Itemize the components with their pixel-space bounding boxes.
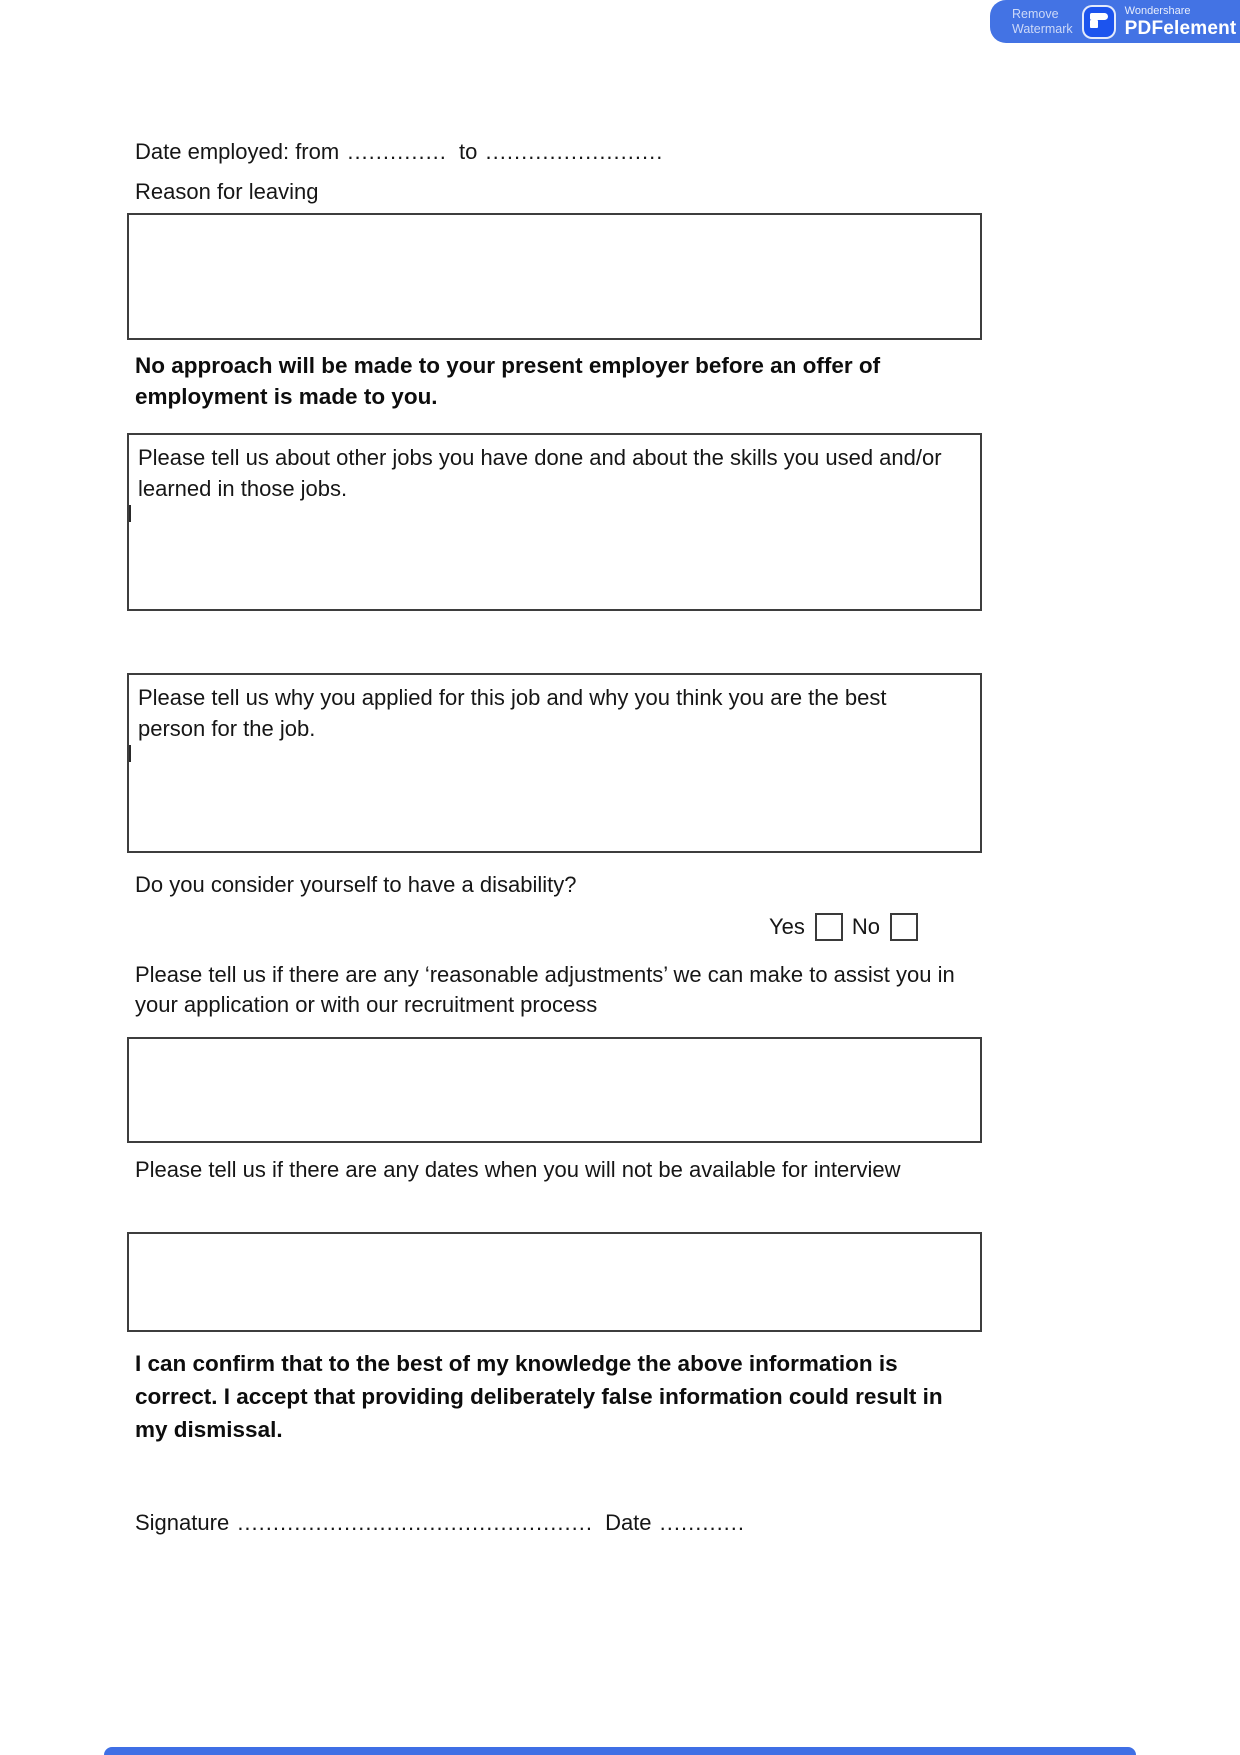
signature-label: Signature xyxy=(135,1510,230,1535)
signature-row xyxy=(135,1510,751,1536)
why-applied-prompt: Please tell us why you applied for this job and why you think you are the best person for the job. xyxy=(138,685,887,741)
pdfelement-brand xyxy=(1125,5,1237,39)
no-checkbox[interactable] xyxy=(890,913,918,941)
pdfelement-logo-icon xyxy=(1084,7,1114,37)
remove-watermark-label[interactable] xyxy=(1012,7,1073,37)
date-employed-label: Date employed: from xyxy=(135,139,340,164)
date-label: Date xyxy=(605,1510,652,1535)
disability-yesno-row xyxy=(769,913,918,941)
no-label: No xyxy=(851,914,880,939)
interview-dates-box[interactable] xyxy=(127,1232,982,1332)
date-from-blank[interactable]: .............. xyxy=(347,139,447,164)
reason-for-leaving-box[interactable] xyxy=(127,213,982,340)
remove-watermark-badge[interactable] xyxy=(990,0,1240,43)
wondershare-label: Wondershare xyxy=(1124,4,1191,17)
interview-dates-prompt: Please tell us if there are any dates when you will not be available for interview xyxy=(135,1157,901,1182)
yes-checkbox[interactable] xyxy=(815,913,843,941)
reason-for-leaving-label: Reason for leaving xyxy=(135,179,319,204)
disability-question: Do you consider yourself to have a disability? xyxy=(135,872,577,897)
signature-blank[interactable]: .................................................. xyxy=(237,1510,593,1535)
why-applied-box[interactable] xyxy=(127,673,982,853)
no-approach-notice: No approach will be made to your present employer before an offer of employment is made to you. xyxy=(135,353,881,409)
pdfelement-logo-block xyxy=(1090,20,1098,28)
other-jobs-prompt: Please tell us about other jobs you have done and about the skills you used and/or learned in those jobs. xyxy=(138,445,942,501)
date-to-blank[interactable]: ......................... xyxy=(485,139,664,164)
date-employed-line xyxy=(135,137,669,167)
text-cursor-artifact xyxy=(129,505,131,522)
text-cursor-artifact xyxy=(129,745,131,762)
adjustments-prompt: Please tell us if there are any ‘reasonable adjustments’ we can make to assist you in your application or with our recruitment process xyxy=(135,962,955,1017)
watermark-footer-badge-cropped[interactable] xyxy=(104,1747,1136,1755)
adjustments-box[interactable] xyxy=(127,1037,982,1143)
remove-watermark-line1: Remove xyxy=(1012,6,1059,21)
date-to-label: to xyxy=(459,139,478,164)
pdfelement-logo-bar xyxy=(1090,13,1107,21)
yes-label: Yes xyxy=(768,914,805,939)
other-jobs-box[interactable] xyxy=(127,433,982,611)
pdfelement-label: PDFelement xyxy=(1124,17,1237,39)
remove-watermark-line2: Watermark xyxy=(1012,21,1073,36)
confirmation-statement: I can confirm that to the best of my knowledge the above information is correct. I accept that providing deliberately false information could result in my dismissal. xyxy=(135,1351,943,1442)
date-blank[interactable]: ............ xyxy=(659,1510,746,1535)
